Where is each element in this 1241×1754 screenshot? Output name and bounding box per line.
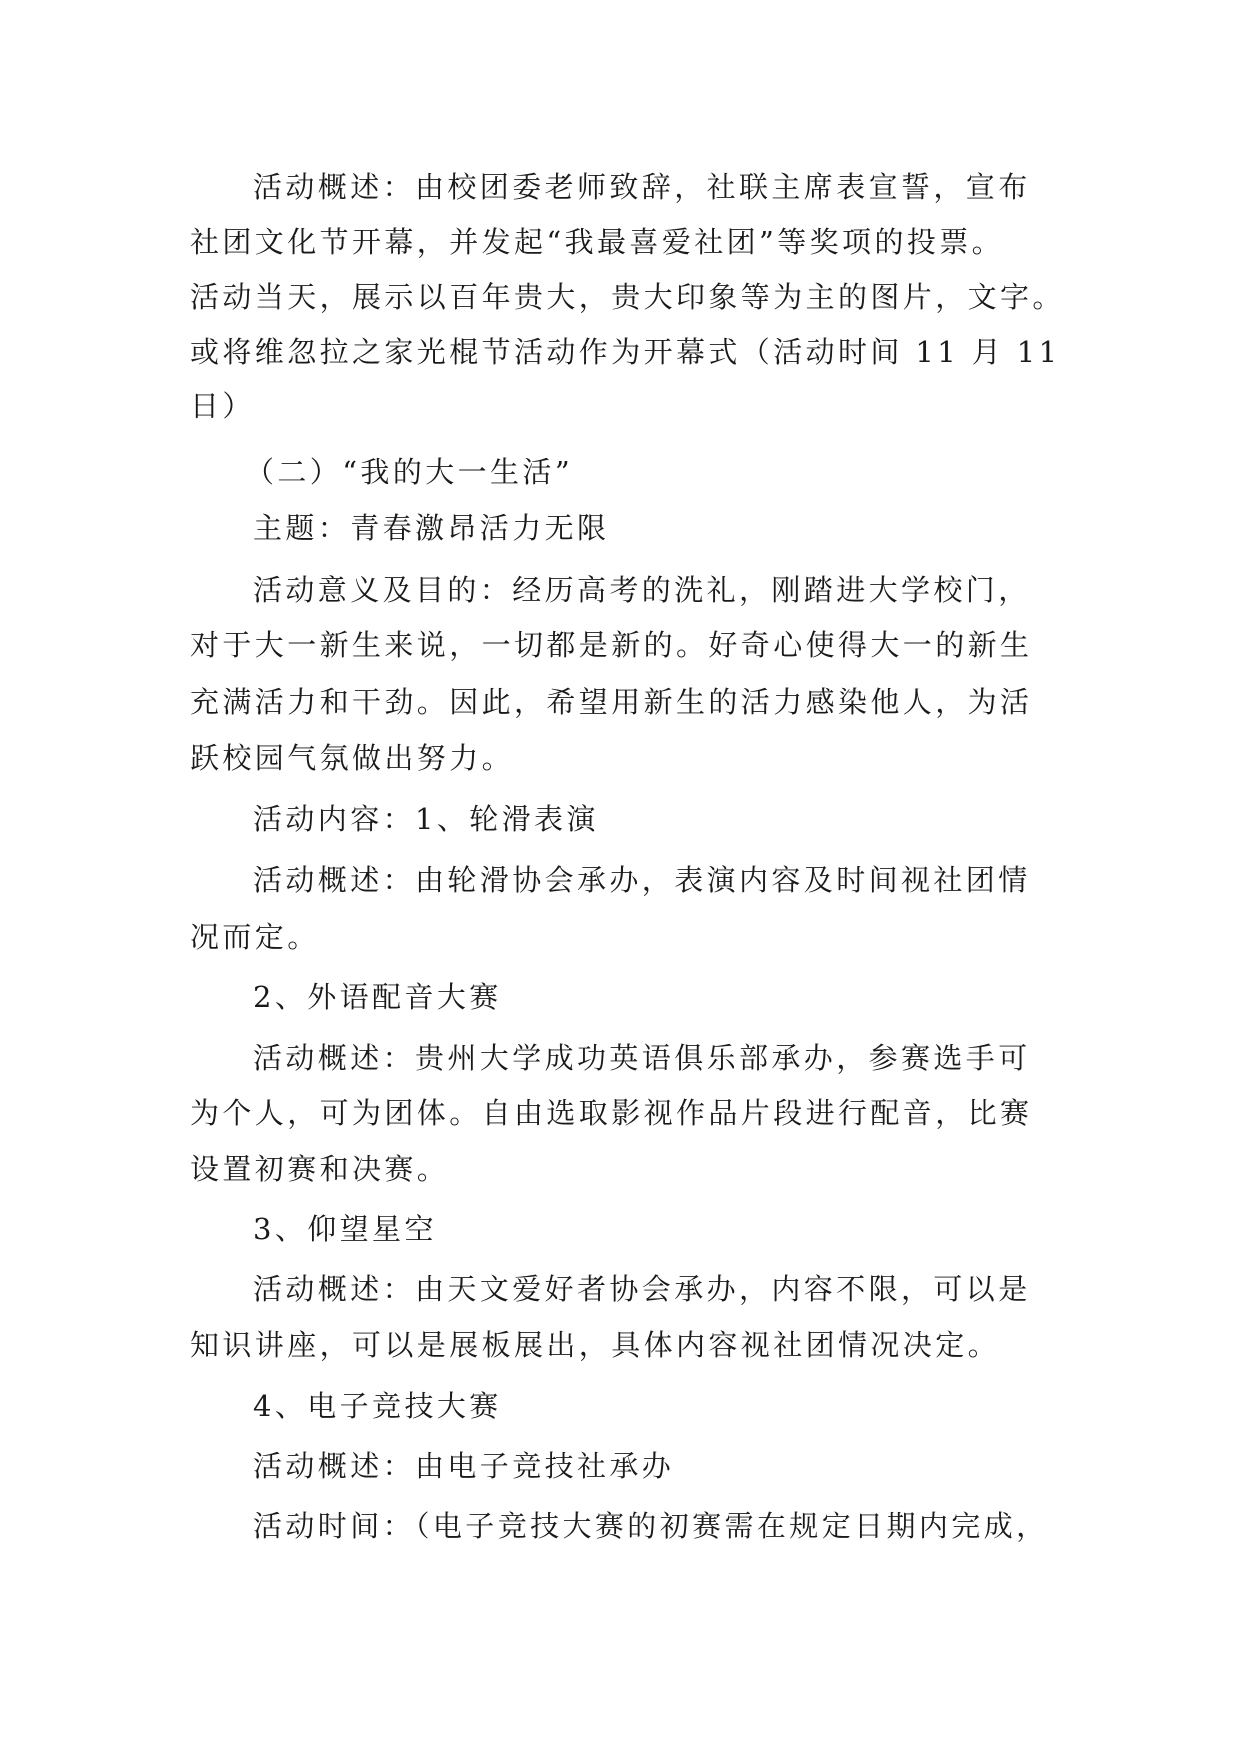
- paragraph-line: 社团文化节开幕，并发起“我最喜爱社团”等奖项的投票。: [190, 225, 1005, 259]
- paragraph-line: 为个人，可为团体。自由选取影视作品片段进行配音，比赛: [190, 1096, 1033, 1130]
- paragraph-line: 主题：青春激昂活力无限: [253, 511, 610, 545]
- paragraph-line: 3、仰望星空: [253, 1212, 437, 1246]
- paragraph-line: 充满活力和干劲。因此，希望用新生的活力感染他人，为活: [190, 685, 1033, 719]
- paragraph-line: 活动概述：由电子竞技社承办: [253, 1449, 675, 1483]
- paragraph-line: 活动意义及目的：经历高考的洗礼，刚踏进大学校门，: [253, 573, 1031, 607]
- paragraph-line: 活动时间：（电子竞技大赛的初赛需在规定日期内完成，: [253, 1509, 1049, 1543]
- paragraph-line: 跃校园气氛做出努力。: [190, 741, 515, 775]
- paragraph-line: 2、外语配音大赛: [253, 980, 502, 1014]
- paragraph-line: 活动当天，展示以百年贵大，贵大印象等为主的图片，文字。: [190, 280, 1065, 314]
- paragraph-line: 知识讲座，可以是展板展出，具体内容视社团情况决定。: [190, 1328, 1001, 1362]
- paragraph-line: 设置初赛和决赛。: [190, 1152, 450, 1186]
- paragraph-line: 活动概述：由校团委老师致辞，社联主席表宣誓，宣布: [253, 170, 1031, 204]
- paragraph-line: 活动内容：1、轮滑表演: [253, 802, 599, 836]
- paragraph-line: 4、电子竞技大赛: [253, 1389, 502, 1423]
- paragraph-line: 日）: [190, 389, 255, 423]
- paragraph-line: 或将维忽拉之家光棍节活动作为开幕式（活动时间 11 月 11: [190, 335, 1061, 369]
- paragraph-line: 活动概述：贵州大学成功英语俱乐部承办，参赛选手可: [253, 1041, 1031, 1075]
- paragraph-line: 活动概述：由天文爱好者协会承办，内容不限，可以是: [253, 1272, 1031, 1306]
- paragraph-line: 活动概述：由轮滑协会承办，表演内容及时间视社团情: [253, 863, 1031, 897]
- paragraph-line: 况而定。: [190, 920, 320, 954]
- paragraph-line: 对于大一新生来说，一切都是新的。好奇心使得大一的新生: [190, 628, 1033, 662]
- section-heading: （二）“我的大一生活”: [245, 455, 574, 489]
